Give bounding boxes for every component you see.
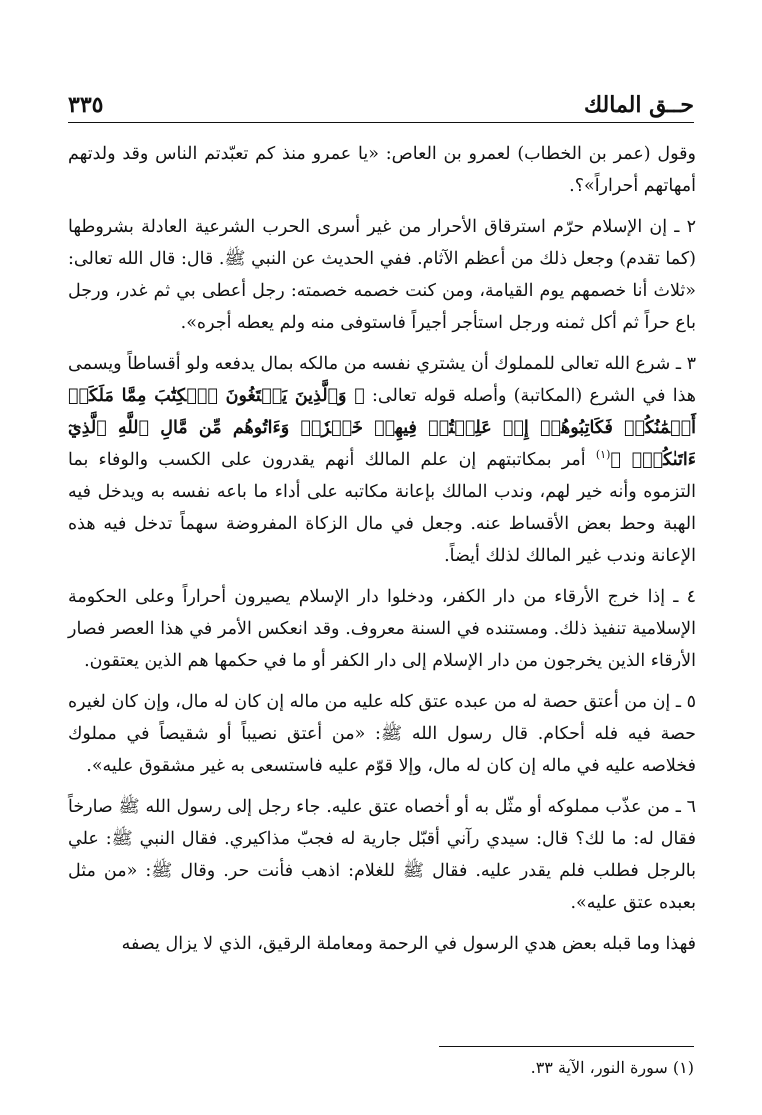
footnote: (١) سورة النور، الآية ٣٣. bbox=[530, 1058, 694, 1077]
footnote-reference: (١) bbox=[595, 448, 611, 462]
page-number: ٣٣٥ bbox=[68, 92, 104, 118]
paragraph-point-3-continuation: أمر بمكاتبتهم إن علم المالك أنهم يقدرون على الكسب والوفاء بما التزموه وأنه خير لهم، وندب المالك بإعانة مكاتبه على أداء ما باعه نفسه به ويدخل فيه الهبة وحط بعض الأقساط عنه. وجعل في مال الزكاة المفروضة سهماً تدخل فيه هذه الإعانة وندب غير المالك لذلك أيضاً. bbox=[68, 450, 696, 566]
page-header bbox=[68, 78, 694, 123]
page-body bbox=[68, 138, 696, 969]
paragraph-point-2: ٢ ـ إن الإسلام حرّم استرقاق الأحرار من غير أسرى الحرب الشرعية العادلة بشروطها (كما تقدم) وجعل ذلك من أعظم الآثام. ففي الحديث عن النبي ﷺ. قال: قال الله تعالى: «ثلاث أنا خصمهم يوم القيامة، ومن كنت خصمه خصمته: رجل أعطى بي ثم غدر، ورجل باع حراً ثم أكل ثمنه ورجل استأجر أجيراً فاستوفى منه ولم يعطه أجره». bbox=[68, 217, 696, 333]
paragraph-intro-quote: وقول (عمر بن الخطاب) لعمرو بن العاص: «يا عمرو منذ كم تعبّدتم الناس وقد ولدتهم أمهاتهم أحراراً»؟. bbox=[68, 144, 696, 196]
paragraph-closing: فهذا وما قبله بعض هدي الرسول في الرحمة ومعاملة الرقيق، الذي لا يزال يصفه bbox=[121, 934, 696, 954]
paragraph-point-4: ٤ ـ إذا خرج الأرقاء من دار الكفر، ودخلوا دار الإسلام يصيرون أحراراً وعلى الحكومة الإسلامية تنفيذ ذلك. ومستنده في السنة معروف. وقد انعكس الأمر في هذا العصر فصار الأرقاء الذين يخرجون من دار الإسلام إلى دار الكفر أو ما في حكمها هم الذين يعتقون. bbox=[68, 587, 696, 671]
paragraph-point-3-opening: ٣ ـ شرع الله تعالى للمملوك أن يشتري نفسه من مالكه بمال يدفعه ولو أقساطاً ويسمى هذا في الشرع (المكاتبة) وأصله قوله تعالى: bbox=[68, 354, 696, 406]
footnote-divider bbox=[439, 1046, 694, 1047]
paragraph-point-6: ٦ ـ من عذّب مملوكه أو مثّل به أو أخصاه عتق عليه. جاء رجل إلى رسول الله ﷺ صارخاً فقال له: ما لك؟ قال: سيدي رآني أقبّل جارية له فجبّ مذاكيري. فقال النبي ﷺ: علي بالرجل فطلب فلم يقدر عليه. فقال ﷺ للغلام: اذهب فأنت حر. وقال ﷺ: «من مثل بعبده عتق عليه». bbox=[68, 797, 696, 913]
paragraph-point-3 bbox=[68, 348, 696, 572]
running-title: حــق المالك bbox=[584, 92, 694, 118]
paragraph-point-5: ٥ ـ إن من أعتق حصة له من عبده عتق كله عليه من ماله إن كان له مال، وإن كان لغيره حصة فيه فله أحكام. قال رسول الله ﷺ: «من أعتق نصيباً أو شقيصاً في مملوك فخلاصه عليه في ماله إن كان له مال، وإلا قوّم عليه فاستسعى به غير مشقوق عليه». bbox=[68, 692, 696, 776]
quran-verse: ﴿ وَٱلَّذِينَ يَبۡتَغُونَ ٱلۡكِتَٰبَ مِمَّا مَلَكَتۡ أَيۡمَٰنُكُمۡ فَكَاتِبُوهُمۡ إِنۡ عَلِمۡتُمۡ فِيهِمۡ خَيۡرٗاۖ وَءَاتُوهُم مِّن مَّالِ ٱللَّهِ ٱلَّذِيٓ ءَاتَىٰكُمۡۚ ﴾ bbox=[68, 386, 696, 470]
